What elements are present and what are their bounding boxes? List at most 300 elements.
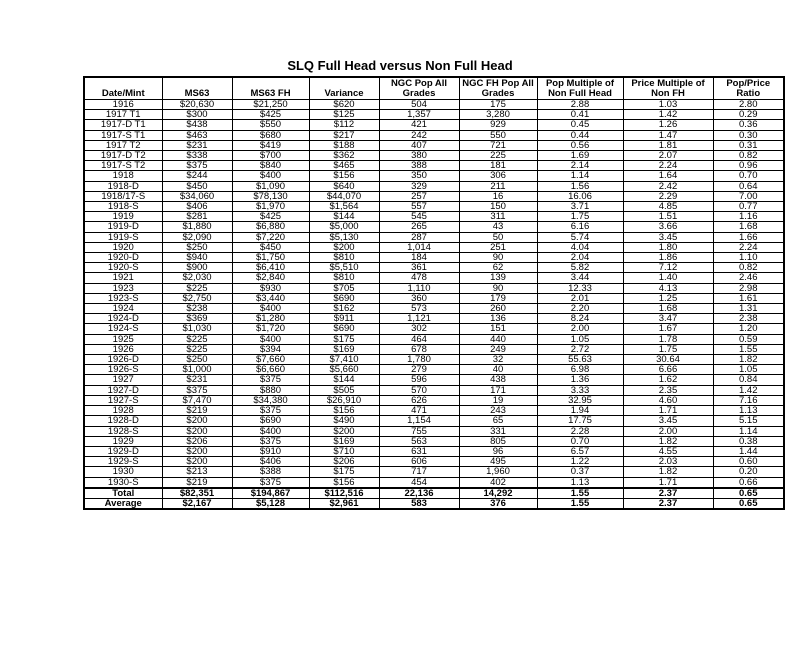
table-cell: $375 [162, 161, 232, 171]
table-cell: $406 [162, 202, 232, 212]
table-cell: 1917-D T1 [84, 120, 162, 130]
table-cell: $300 [162, 110, 232, 120]
table-cell: 3.45 [623, 416, 713, 426]
table-cell: $700 [232, 151, 309, 161]
table-cell: 2.28 [537, 426, 623, 436]
table-cell: $394 [232, 344, 309, 354]
table-cell: $125 [309, 110, 379, 120]
table-cell: 1,121 [379, 314, 459, 324]
table-row [84, 426, 784, 436]
column-header: Pop/Price Ratio [713, 77, 784, 100]
summary-cell: Average [84, 498, 162, 509]
table-cell: 1917-S T1 [84, 130, 162, 140]
table-row [84, 100, 784, 110]
table-cell: $400 [232, 426, 309, 436]
table-cell: $34,060 [162, 191, 232, 201]
table-cell: 3.45 [623, 232, 713, 242]
table-cell: 16.06 [537, 191, 623, 201]
table-cell: 1927-D [84, 385, 162, 395]
table-cell: 150 [459, 202, 537, 212]
table-cell: $169 [309, 436, 379, 446]
table-cell: 1.78 [623, 334, 713, 344]
table-cell: $1,000 [162, 365, 232, 375]
table-cell: $219 [162, 406, 232, 416]
table-cell: 6.16 [537, 222, 623, 232]
table-cell: 1.68 [623, 304, 713, 314]
table-cell: $206 [309, 457, 379, 467]
table-cell: $690 [232, 416, 309, 426]
table-cell: $375 [232, 436, 309, 446]
table-cell: $7,660 [232, 355, 309, 365]
table-cell: 243 [459, 406, 537, 416]
table-cell: 1.66 [713, 232, 784, 242]
table-cell: 721 [459, 140, 537, 150]
table-cell: $200 [162, 426, 232, 436]
table-cell: 329 [379, 181, 459, 191]
table-cell: 2.03 [623, 457, 713, 467]
table-cell: 1,357 [379, 110, 459, 120]
table-cell: 1.61 [713, 293, 784, 303]
table-cell: 1.31 [713, 304, 784, 314]
table-row [84, 467, 784, 477]
table-cell: 1.62 [623, 375, 713, 385]
table-cell: 0.36 [713, 120, 784, 130]
table-cell: $400 [232, 304, 309, 314]
table-row [84, 151, 784, 161]
summary-cell: 22,136 [379, 488, 459, 499]
summary-cell: 583 [379, 498, 459, 509]
table-cell: 1919 [84, 212, 162, 222]
table-cell: 1.75 [623, 344, 713, 354]
table-row [84, 171, 784, 181]
table-cell: 16 [459, 191, 537, 201]
table-cell: 1925 [84, 334, 162, 344]
table-cell: $6,410 [232, 263, 309, 273]
table-cell: 2.88 [537, 100, 623, 110]
table-cell: $550 [232, 120, 309, 130]
table-cell: 1918-D [84, 181, 162, 191]
table-cell: $810 [309, 273, 379, 283]
table-row [84, 365, 784, 375]
table-cell: 1.40 [623, 273, 713, 283]
table-cell: $213 [162, 467, 232, 477]
table-cell: 1.36 [537, 375, 623, 385]
table-cell: $200 [162, 446, 232, 456]
table-cell: $2,840 [232, 273, 309, 283]
table-cell: 0.96 [713, 161, 784, 171]
table-cell: 388 [379, 161, 459, 171]
table-cell: 184 [379, 253, 459, 263]
table-cell: $810 [309, 253, 379, 263]
comparison-table [83, 76, 785, 510]
table-cell: 3.47 [623, 314, 713, 324]
table-row [84, 212, 784, 222]
table-cell: 0.70 [537, 436, 623, 446]
table-cell: 1.94 [537, 406, 623, 416]
table-cell: 179 [459, 293, 537, 303]
table-cell: 32.95 [537, 395, 623, 405]
table-row [84, 191, 784, 201]
table-cell: 1919-D [84, 222, 162, 232]
table-cell: $244 [162, 171, 232, 181]
table-cell: $940 [162, 253, 232, 263]
table-cell: 631 [379, 446, 459, 456]
table-cell: 1.55 [713, 344, 784, 354]
table-cell: $375 [162, 385, 232, 395]
table-cell: 421 [379, 120, 459, 130]
table-cell: $930 [232, 283, 309, 293]
table-cell: 1917-D T2 [84, 151, 162, 161]
summary-cell: 1.55 [537, 488, 623, 499]
table-cell: 6.66 [623, 365, 713, 375]
table-cell: $900 [162, 263, 232, 273]
column-header: MS63 FH [232, 77, 309, 100]
table-cell: 2.20 [537, 304, 623, 314]
table-cell: $425 [232, 212, 309, 222]
table-cell: $225 [162, 334, 232, 344]
table-cell: 1.56 [537, 181, 623, 191]
table-cell: 2.01 [537, 293, 623, 303]
table-cell: 407 [379, 140, 459, 150]
table-cell: 1.16 [713, 212, 784, 222]
table-row [84, 110, 784, 120]
table-cell: 438 [459, 375, 537, 385]
table-cell: $238 [162, 304, 232, 314]
table-cell: 1920 [84, 242, 162, 252]
table-cell: $20,630 [162, 100, 232, 110]
table-cell: 30.64 [623, 355, 713, 365]
table-cell: 1928 [84, 406, 162, 416]
table-cell: $250 [162, 355, 232, 365]
table-cell: $200 [309, 242, 379, 252]
table-cell: $620 [309, 100, 379, 110]
table-cell: 1920-D [84, 253, 162, 263]
table-cell: 0.59 [713, 334, 784, 344]
table-cell: 0.29 [713, 110, 784, 120]
table-cell: $156 [309, 406, 379, 416]
table-cell: 570 [379, 385, 459, 395]
table-row [84, 273, 784, 283]
table-cell: 6.57 [537, 446, 623, 456]
table-cell: 1,154 [379, 416, 459, 426]
table-cell: $1,030 [162, 324, 232, 334]
table-cell: 1917 T2 [84, 140, 162, 150]
table-cell: 1.75 [537, 212, 623, 222]
table-cell: 350 [379, 171, 459, 181]
table-cell: 32 [459, 355, 537, 365]
column-header: MS63 [162, 77, 232, 100]
table-cell: 805 [459, 436, 537, 446]
table-cell: 2.35 [623, 385, 713, 395]
table-cell: 4.55 [623, 446, 713, 456]
table-cell: $362 [309, 151, 379, 161]
table-row [84, 161, 784, 171]
table-cell: 0.70 [713, 171, 784, 181]
table-cell: 4.04 [537, 242, 623, 252]
table-cell: 1924-S [84, 324, 162, 334]
table-cell: 62 [459, 263, 537, 273]
summary-cell: $2,961 [309, 498, 379, 509]
table-cell: 606 [379, 457, 459, 467]
table-cell: $1,090 [232, 181, 309, 191]
column-header: Variance [309, 77, 379, 100]
summary-cell: $194,867 [232, 488, 309, 499]
table-cell: 2.46 [713, 273, 784, 283]
table-cell: $7,410 [309, 355, 379, 365]
table-row [84, 406, 784, 416]
table-cell: 929 [459, 120, 537, 130]
table-cell: $419 [232, 140, 309, 150]
table-cell: 1927-S [84, 395, 162, 405]
table-cell: $144 [309, 212, 379, 222]
table-cell: 251 [459, 242, 537, 252]
table-cell: 0.41 [537, 110, 623, 120]
table-cell: $463 [162, 130, 232, 140]
table-cell: $710 [309, 446, 379, 456]
table-cell: 755 [379, 426, 459, 436]
summary-cell: $112,516 [309, 488, 379, 499]
table-cell: 0.44 [537, 130, 623, 140]
table-cell: 4.85 [623, 202, 713, 212]
table-cell: $375 [232, 477, 309, 488]
summary-cell: 376 [459, 498, 537, 509]
table-cell: 1.25 [623, 293, 713, 303]
table-cell: 0.82 [713, 263, 784, 273]
table-cell: 6.98 [537, 365, 623, 375]
table-cell: 1.05 [537, 334, 623, 344]
table-cell: 1930 [84, 467, 162, 477]
table-cell: 3.66 [623, 222, 713, 232]
table-cell: $112 [309, 120, 379, 130]
table-cell: $175 [309, 334, 379, 344]
table-row [84, 344, 784, 354]
table-cell: 249 [459, 344, 537, 354]
table-cell: 0.60 [713, 457, 784, 467]
summary-cell: 0.65 [713, 488, 784, 499]
table-cell: 1921 [84, 273, 162, 283]
table-cell: 265 [379, 222, 459, 232]
table-cell: 1.42 [713, 385, 784, 395]
table-cell: 550 [459, 130, 537, 140]
table-cell: $188 [309, 140, 379, 150]
table-cell: $281 [162, 212, 232, 222]
table-row [84, 436, 784, 446]
table-cell: $338 [162, 151, 232, 161]
table-cell: 2.98 [713, 283, 784, 293]
table-cell: 1.14 [713, 426, 784, 436]
table-cell: $225 [162, 283, 232, 293]
table-cell: 5.74 [537, 232, 623, 242]
table-cell: 1.13 [713, 406, 784, 416]
table-cell: 311 [459, 212, 537, 222]
table-cell: 90 [459, 253, 537, 263]
table-cell: 2.14 [537, 161, 623, 171]
table-cell: 1930-S [84, 477, 162, 488]
table-cell: $231 [162, 140, 232, 150]
table-cell: 1916 [84, 100, 162, 110]
table-cell: $6,660 [232, 365, 309, 375]
table-cell: $450 [232, 242, 309, 252]
table-cell: 1926 [84, 344, 162, 354]
table-cell: 1.14 [537, 171, 623, 181]
table-cell: $156 [309, 477, 379, 488]
table-cell: 2.04 [537, 253, 623, 263]
table-cell: 0.64 [713, 181, 784, 191]
table-cell: $225 [162, 344, 232, 354]
table-cell: 1924-D [84, 314, 162, 324]
table-cell: 1.42 [623, 110, 713, 120]
table-cell: 545 [379, 212, 459, 222]
table-cell: $250 [162, 242, 232, 252]
table-cell: 2.38 [713, 314, 784, 324]
table-cell: 1,960 [459, 467, 537, 477]
table-cell: 1923 [84, 283, 162, 293]
table-cell: 1,780 [379, 355, 459, 365]
table-cell: 1.64 [623, 171, 713, 181]
table-cell: $880 [232, 385, 309, 395]
table-cell: 225 [459, 151, 537, 161]
summary-cell: $2,167 [162, 498, 232, 509]
table-row [84, 355, 784, 365]
summary-cell: $82,351 [162, 488, 232, 499]
table-cell: 5.15 [713, 416, 784, 426]
table-cell: $425 [232, 110, 309, 120]
table-cell: 1,110 [379, 283, 459, 293]
column-header: Price Multiple of Non FH [623, 77, 713, 100]
table-cell: 1,014 [379, 242, 459, 252]
table-cell: 2.00 [623, 426, 713, 436]
table-cell: $200 [162, 457, 232, 467]
table-cell: $840 [232, 161, 309, 171]
table-cell: 495 [459, 457, 537, 467]
table-cell: 2.00 [537, 324, 623, 334]
table-cell: 471 [379, 406, 459, 416]
table-cell: $156 [309, 171, 379, 181]
table-cell: 1926-D [84, 355, 162, 365]
table-cell: $6,880 [232, 222, 309, 232]
table-cell: 1.69 [537, 151, 623, 161]
table-cell: 1928-D [84, 416, 162, 426]
table-row [84, 446, 784, 456]
table-cell: $705 [309, 283, 379, 293]
table-row [84, 385, 784, 395]
table-cell: 306 [459, 171, 537, 181]
table-cell: 3.44 [537, 273, 623, 283]
table-cell: 8.24 [537, 314, 623, 324]
table-cell: $369 [162, 314, 232, 324]
table-cell: 50 [459, 232, 537, 242]
table-cell: $217 [309, 130, 379, 140]
table-cell: 287 [379, 232, 459, 242]
table-row [84, 416, 784, 426]
table-cell: $5,130 [309, 232, 379, 242]
table-cell: $1,750 [232, 253, 309, 263]
table-cell: 279 [379, 365, 459, 375]
table-cell: 1.03 [623, 100, 713, 110]
table-cell: $680 [232, 130, 309, 140]
table-cell: 1919-S [84, 232, 162, 242]
table-row [84, 477, 784, 488]
table-cell: $1,970 [232, 202, 309, 212]
table-cell: $200 [309, 426, 379, 436]
table-cell: $388 [232, 467, 309, 477]
table-cell: 211 [459, 181, 537, 191]
table-cell: 717 [379, 467, 459, 477]
table-row [84, 253, 784, 263]
table-cell: 40 [459, 365, 537, 375]
table-cell: $2,030 [162, 273, 232, 283]
table-cell: 1929 [84, 436, 162, 446]
table-cell: $7,220 [232, 232, 309, 242]
summary-cell: 2.37 [623, 488, 713, 499]
table-cell: 1928-S [84, 426, 162, 436]
table-cell: 1.26 [623, 120, 713, 130]
table-cell: $911 [309, 314, 379, 324]
table-cell: 1917 T1 [84, 110, 162, 120]
table-cell: $375 [232, 375, 309, 385]
table-cell: 1918 [84, 171, 162, 181]
table-cell: 678 [379, 344, 459, 354]
table-cell: 1.10 [713, 253, 784, 263]
table-cell: 0.31 [713, 140, 784, 150]
table-cell: 7.12 [623, 263, 713, 273]
table-cell: 181 [459, 161, 537, 171]
table-cell: 0.77 [713, 202, 784, 212]
table-row [84, 293, 784, 303]
table-cell: $400 [232, 171, 309, 181]
table-cell: 3.33 [537, 385, 623, 395]
table-cell: $1,280 [232, 314, 309, 324]
table-cell: 2.24 [713, 242, 784, 252]
table-cell: $375 [232, 406, 309, 416]
table-cell: 1.44 [713, 446, 784, 456]
table-cell: $78,130 [232, 191, 309, 201]
table-cell: $219 [162, 477, 232, 488]
table-cell: 563 [379, 436, 459, 446]
table-cell: 4.13 [623, 283, 713, 293]
table-cell: $1,564 [309, 202, 379, 212]
table-cell: 1.82 [713, 355, 784, 365]
summary-cell: Total [84, 488, 162, 499]
table-cell: 90 [459, 283, 537, 293]
table-cell: 1917-S T2 [84, 161, 162, 171]
table-cell: $2,090 [162, 232, 232, 242]
table-row [84, 324, 784, 334]
table-cell: 596 [379, 375, 459, 385]
table-row [84, 283, 784, 293]
table-cell: $690 [309, 324, 379, 334]
summary-cell: 1.55 [537, 498, 623, 509]
table-cell: $206 [162, 436, 232, 446]
table-cell: 1.86 [623, 253, 713, 263]
table-cell: 331 [459, 426, 537, 436]
table-cell: $2,750 [162, 293, 232, 303]
table-cell: 3.71 [537, 202, 623, 212]
table-cell: 136 [459, 314, 537, 324]
total-row [84, 488, 784, 499]
table-cell: 1927 [84, 375, 162, 385]
table-cell: 0.82 [713, 151, 784, 161]
table-cell: 360 [379, 293, 459, 303]
table-cell: $400 [232, 334, 309, 344]
table-cell: 17.75 [537, 416, 623, 426]
table-cell: 2.80 [713, 100, 784, 110]
table-cell: 242 [379, 130, 459, 140]
table-cell: 1.81 [623, 140, 713, 150]
table-row [84, 140, 784, 150]
table-cell: $490 [309, 416, 379, 426]
table-row [84, 181, 784, 191]
